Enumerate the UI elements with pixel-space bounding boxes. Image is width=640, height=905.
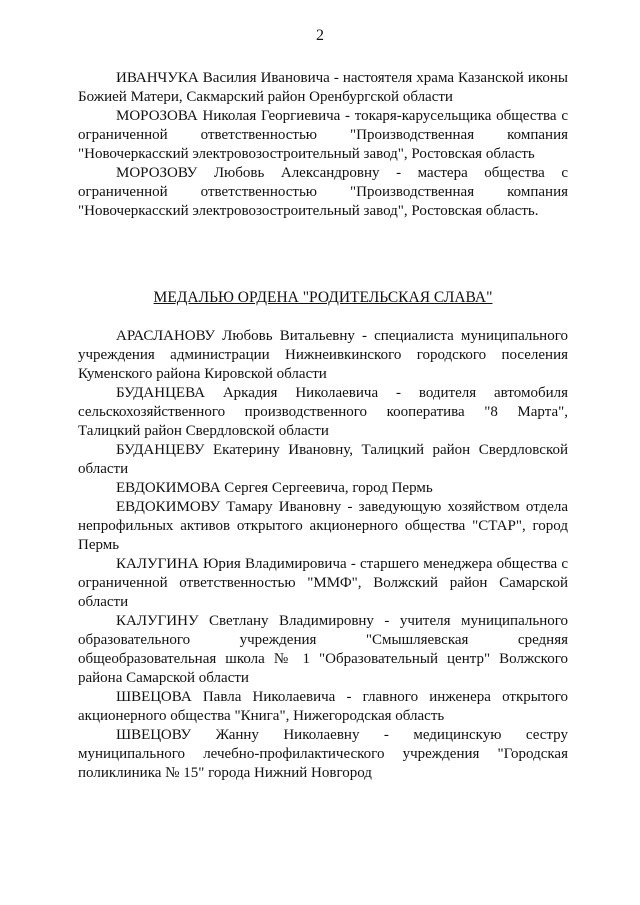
page-number: 2: [316, 27, 324, 44]
list-item: МОРОЗОВА Николая Георгиевича - токаря-карусельщика общества с ограниченной ответственностью "Производственная компания "Новочеркасский электровозостроительный завод", Ростовская область: [78, 108, 568, 162]
list-item: ШВЕЦОВУ Жанну Николаевну - медицинскую сестру муниципального лечебно-профилактического учреждения "Городская поликлиника № 15" города Нижний Новгород: [78, 727, 568, 781]
list-item: ШВЕЦОВА Павла Николаевича - главного инженера открытого акционерного общества "Книга", Нижегородская область: [78, 689, 568, 724]
list-item: БУДАНЦЕВУ Екатерину Ивановну, Талицкий район Свердловской области: [78, 442, 568, 477]
list-item: ЕВДОКИМОВА Сергея Сергеевича, город Пермь: [116, 480, 433, 496]
list-item: КАЛУГИНА Юрия Владимировича - старшего менеджера общества с ограниченной ответственностью "ММФ", Волжский район Самарской области: [78, 556, 568, 610]
list-item: МОРОЗОВУ Любовь Александровну - мастера общества с ограниченной ответственностью "Производственная компания "Новочеркасский электровозостроительный завод", Ростовская область.: [78, 165, 568, 219]
list-item: БУДАНЦЕВА Аркадия Николаевича - водителя автомобиля сельскохозяйственного производственного кооператива "8 Марта", Талицкий район Свердловской области: [78, 385, 568, 439]
list-item: АРАСЛАНОВУ Любовь Витальевну - специалиста муниципального учреждения администрации Нижнеивкинского городского поселения Куменского района Кировской области: [78, 328, 568, 382]
award-list-medal: [78, 327, 568, 783]
list-item: КАЛУГИНУ Светлану Владимировну - учителя муниципального образовательного учреждения "Смышляевская средняя общеобразовательная школа № 1 "Образовательный центр" Волжского района Самарской области: [78, 613, 568, 686]
list-item: ЕВДОКИМОВУ Тамару Ивановну - заведующую хозяйством отдела непрофильных активов открытого акционерного общества "СТАР", город Пермь: [78, 499, 568, 553]
award-list-top: [78, 69, 568, 221]
section-heading: МЕДАЛЬЮ ОРДЕНА "РОДИТЕЛЬСКАЯ СЛАВА": [153, 289, 493, 306]
list-item: ИВАНЧУКА Василия Ивановича - настоятеля храма Казанской иконы Божией Матери, Сакмарский район Оренбургской области: [78, 70, 568, 105]
